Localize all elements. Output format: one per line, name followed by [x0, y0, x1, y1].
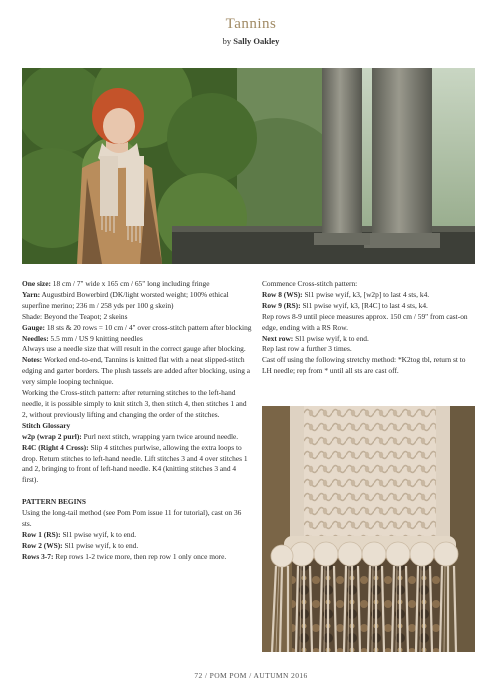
pattern-line: Rows 3-7: Rep rows 1-2 twice more, then rep row 1 only once more. — [22, 551, 227, 561]
pattern-title: Tannins — [225, 16, 277, 32]
pattern-line: Shade: Beyond the Teapot; 2 skeins — [22, 311, 128, 321]
scarf-closeup-illustration — [262, 406, 475, 652]
pattern-text-left-column — [22, 279, 252, 563]
pattern-line: Row 1 (RS): Sl1 pwise wyif, k to end. — [22, 529, 137, 539]
photo-scarf-closeup — [262, 406, 475, 652]
byline-prefix: by — [222, 36, 232, 46]
byline — [0, 36, 502, 46]
pattern-line: Working the Cross-stitch pattern: after returning stitches to the left-hand needle, it is possible simply to knit stitch 3, then stitch 4, then stitches 1 and 2, without previously lifting and changing the order of the stitches. — [22, 388, 247, 419]
pattern-line: Row 2 (WS): Sl1 pwise wyif, k to end. — [22, 540, 139, 550]
pattern-line: Cast off using the following stretchy method: *K2tog tbl, return st to LH needle; rep from * until all sts are cast off. — [262, 355, 466, 376]
pattern-text-right-column — [262, 279, 476, 377]
pattern-line: One size: 18 cm / 7" wide x 165 cm / 65" long including fringe — [22, 279, 210, 288]
photo-model-illustration — [22, 68, 475, 264]
pattern-line: Row 9 (RS): Sl1 pwise wyif, k3, [R4C] to last 4 sts, k4. — [262, 300, 428, 310]
pattern-line: Rep rows 8-9 until piece measures approx. 150 cm / 59" from cast-on edge, ending with a RS Row. — [262, 311, 468, 332]
photo-model-wearing-scarf — [22, 68, 475, 264]
pattern-line: Always use a needle size that will result in the correct gauge after blocking. — [22, 344, 246, 354]
pattern-line: Rep last row a further 3 times. — [262, 344, 352, 354]
pattern-line: Commence Cross-stitch pattern: — [262, 279, 358, 288]
pattern-line: Row 8 (WS): Sl1 pwise wyif, k3, [w2p] to last 4 sts, k4. — [262, 289, 430, 299]
pattern-line: Needles: 5.5 mm / US 9 knitting needles — [22, 333, 143, 343]
stitch-glossary-heading: Stitch Glossary — [22, 420, 71, 430]
author-name: Sally Oakley — [233, 36, 280, 46]
pattern-line: w2p (wrap 2 purl): Purl next stitch, wrapping yarn twice around needle. — [22, 431, 239, 441]
paragraph-gap — [22, 486, 252, 497]
pattern-line: R4C (Right 4 Cross): Slip 4 stitches purlwise, allowing the extra loops to drop. Return stitches to left-hand needle. Lift stitches 3 and 4 over stitches 1 and 2, bringing to front of left-hand needle. K4 (knitting stitches 3 and 4 first). — [22, 442, 248, 485]
pattern-line: Gauge: 18 sts & 20 rows = 10 cm / 4" over cross-stitch pattern after blocking — [22, 322, 252, 332]
pattern-line: Next row: Sl1 pwise wyif, k to end. — [262, 333, 369, 343]
pattern-begins-heading: PATTERN BEGINS — [22, 497, 86, 507]
pattern-line: Using the long-tail method (see Pom Pom issue 11 for tutorial), cast on 36 sts. — [22, 508, 242, 528]
page-footer: 72 / POM POM / AUTUMN 2016 — [194, 671, 308, 680]
pattern-line: Notes: Worked end-to-end, Tannins is knitted flat with a neat slipped-stitch edging and garter borders. The plush tassels are added after blocking, using a very simple looping technique. — [22, 355, 251, 387]
pattern-line: Yarn: Augustbird Bowerbird (DK/light worsted weight; 100% ethical superfine merino; 236 m / 258 yds per 100 g skein) — [22, 289, 229, 310]
